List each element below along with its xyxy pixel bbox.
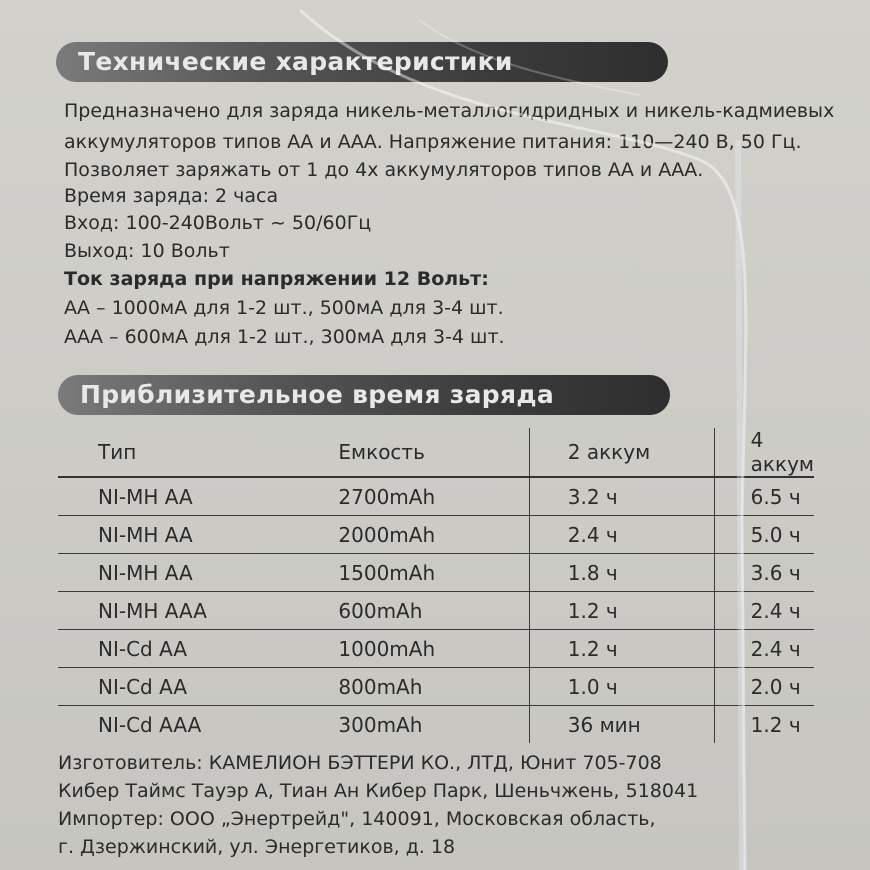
- table-row: [58, 477, 814, 516]
- footer-line: Импортер: ООО „Энертрейд", 140091, Московская область,: [58, 808, 656, 830]
- cell-time-2: 2.4 ч: [529, 516, 714, 554]
- table-row: [58, 668, 814, 706]
- cell-time-4: 2.0 ч: [714, 668, 814, 706]
- cell-type: NI-Cd AAA: [98, 712, 202, 737]
- cell-capacity: 600mAh: [284, 592, 529, 630]
- cell-capacity: 800mAh: [284, 668, 529, 706]
- cell-type: NI-MH AAA: [58, 592, 284, 630]
- cell-time-4: 3.6 ч: [714, 554, 814, 592]
- column-header-4-cells: 4 аккум: [714, 428, 814, 477]
- column-header-2-cells: 2 аккум: [529, 428, 714, 477]
- cell-type: NI-Cd AA: [58, 668, 284, 706]
- spec-line: аккумуляторов типов АА и ААА. Напряжение питания: 110—240 В, 50 Гц.: [64, 131, 802, 153]
- footer-line: Кибер Таймс Тауэр А, Тиан Ан Кибер Парк, Шеньчжень, 518041: [58, 780, 699, 802]
- cell-time-2: 36 мин: [529, 706, 714, 744]
- table-row: [58, 554, 814, 592]
- cell-time-2: 3.2 ч: [529, 477, 714, 516]
- section-banner-charge-time: Приблизительное время заряда: [58, 375, 670, 415]
- cell-type: NI-Cd AA: [58, 630, 284, 668]
- cell-time-4: 2.4 ч: [714, 630, 814, 668]
- cell-type: NI-MH AA: [58, 554, 284, 592]
- column-header-capacity: Емкость: [284, 428, 529, 477]
- spec-line: Предназначено для заряда никель-металлогидридных и никель-кадмиевых: [64, 100, 835, 122]
- footer-line: Изготовитель: КАМЕЛИОН БЭТТЕРИ КО., ЛТД, Юнит 705-708: [58, 752, 662, 774]
- cell-capacity: 300mAh: [338, 712, 423, 737]
- footer-line: г. Дзержинский, ул. Энергетиков, д. 18: [58, 836, 456, 858]
- table-row: [58, 706, 814, 744]
- charge-current-heading: Ток заряда при напряжении 12 Вольт:: [64, 268, 489, 290]
- spec-line: АА – 1000мА для 1-2 шт., 500мА для 3-4 шт.: [64, 297, 504, 319]
- spec-line: ААА – 600мА для 1-2 шт., 300мА для 3-4 шт.: [64, 326, 505, 348]
- spec-line: Позволяет заряжать от 1 до 4х аккумуляторов типов АА и ААА.: [64, 159, 704, 181]
- cell-capacity: 2000mAh: [284, 516, 529, 554]
- table-header-row: [58, 428, 814, 477]
- table-row: [58, 592, 814, 630]
- table-row: [58, 630, 814, 668]
- charge-time-table: [58, 428, 814, 743]
- cell-capacity: 1000mAh: [284, 630, 529, 668]
- cell-capacity: 2700mAh: [284, 477, 529, 516]
- cell-time-2: 1.2 ч: [529, 630, 714, 668]
- spec-line: Время заряда: 2 часа: [64, 185, 279, 207]
- section-banner-specs: Технические характеристики: [56, 42, 668, 82]
- cell-time-2: 1.0 ч: [529, 668, 714, 706]
- cell-capacity: 1500mAh: [284, 554, 529, 592]
- cell-time-4: 5.0 ч: [714, 516, 814, 554]
- table-row: [58, 516, 814, 554]
- cell-time-2: 1.2 ч: [529, 592, 714, 630]
- cell-type: NI-MH AA: [58, 477, 284, 516]
- cell-type: NI-MH AA: [58, 516, 284, 554]
- cell-time-4: 1.2 ч: [714, 706, 814, 744]
- spec-line: Выход: 10 Вольт: [64, 240, 230, 262]
- cell-time-2: 1.8 ч: [529, 554, 714, 592]
- cell-time-4: 2.4 ч: [714, 592, 814, 630]
- cell-time-4: 6.5 ч: [714, 477, 814, 516]
- spec-line: Вход: 100-240Вольт ~ 50/60Гц: [64, 212, 372, 234]
- column-header-type: Тип: [58, 428, 284, 477]
